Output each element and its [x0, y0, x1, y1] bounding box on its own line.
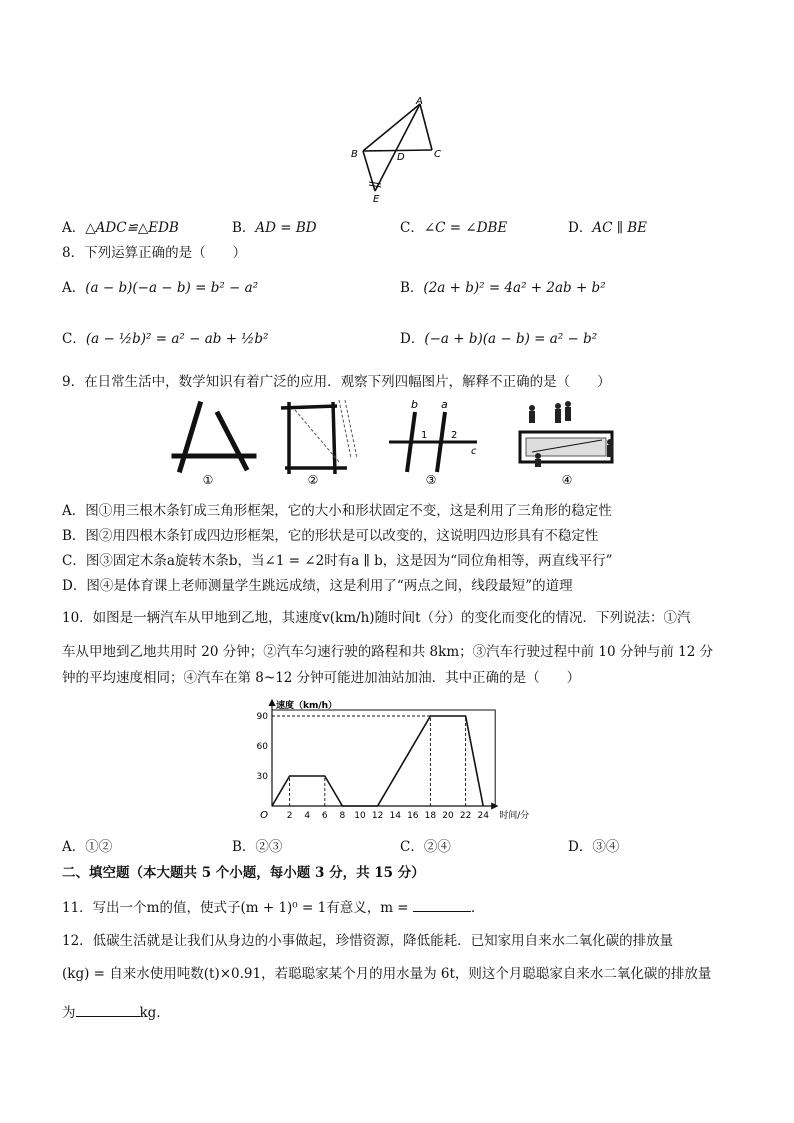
x-tick-12: 12 — [371, 811, 384, 821]
label-E: E — [373, 194, 380, 204]
q10-option-b[interactable]: B．②③ — [232, 839, 283, 855]
q12-line-3-post: kg． — [139, 1005, 170, 1021]
q12-line-3 — [62, 1001, 170, 1021]
x-tick-10: 10 — [354, 811, 366, 821]
q7-option-b[interactable]: B．AD = BD — [232, 220, 317, 236]
q11-end: ． — [470, 900, 485, 916]
q12-line-2: (kg) = 自来水使用吨数(t)×0.91，若聪聪家某个月的用水量为 6t，则这个月聪聪家自来水二氧化碳的排放量 — [62, 966, 712, 982]
q8-stem: 8．下列运算正确的是（ ） — [62, 245, 247, 261]
x-tick-2: 2 — [286, 811, 293, 821]
q12-line-3-pre: 为 — [62, 1005, 76, 1021]
q11-text: 11．写出一个m的值，使式子(m + 1)⁰ = 1有意义，m = — [62, 900, 409, 916]
y-tick-60: 60 — [256, 742, 268, 752]
x-tick-8: 8 — [339, 811, 346, 821]
origin-label: O — [260, 810, 268, 821]
x-tick-16: 16 — [407, 811, 419, 821]
label-c: c — [471, 446, 477, 457]
label-B: B — [351, 149, 358, 160]
q11-answer-blank[interactable] — [413, 899, 471, 912]
figure-1-triangle-frame — [170, 398, 260, 488]
label-angle-1: 1 — [421, 430, 428, 441]
q7-option-c[interactable]: C．∠C = ∠DBE — [400, 220, 508, 236]
q7-option-d[interactable]: D．AC ∥ BE — [568, 220, 648, 236]
q8-option-c[interactable]: C．(a − ½b)² = a² − ab + ½b² — [62, 331, 269, 347]
label-angle-2: 2 — [451, 430, 458, 441]
caption-3: ③ — [425, 473, 437, 487]
q12-line-1: 12．低碳生活就是让我们从身边的小事做起，珍惜资源，降低能耗．已知家用自来水二氧化碳的排放量 — [62, 933, 674, 949]
section-2-title: 二、填空题（本大题共 5 个小题，每小题 3 分，共 15 分） — [62, 865, 425, 881]
q10-stem-line-3: 钟的平均速度相同；④汽车在第 8~12 分钟可能进加油站加油．其中正确的是（ ） — [62, 670, 581, 686]
x-axis-label: 时间/分 — [499, 811, 530, 821]
x-tick-24: 24 — [477, 811, 489, 821]
label-D: D — [397, 152, 405, 163]
caption-4: ④ — [561, 473, 573, 487]
chart-frame — [272, 710, 495, 806]
q7-option-a[interactable]: A．△ADC≌△EDB — [62, 220, 179, 236]
q10-stem-line-1: 10．如图是一辆汽车从甲地到乙地，其速度v(km/h)随时间t（分）的变化而变化的情况．下列说法：①汽 — [62, 610, 691, 626]
q10-option-a[interactable]: A．①② — [62, 839, 113, 855]
q8-option-b[interactable]: B．(2a + b)² = 4a² + 2ab + b² — [400, 280, 606, 296]
x-tick-18: 18 — [424, 811, 437, 821]
x-tick-20: 20 — [442, 811, 454, 821]
label-A: A — [416, 96, 423, 107]
q10-stem-line-2: 车从甲地到乙地共用时 20 分钟；②汽车匀速行驶的路程和共 8km；③汽车行驶过程中前 10 分钟与前 12 分 — [62, 644, 714, 660]
x-tick-4: 4 — [304, 811, 311, 821]
speed-line — [272, 716, 483, 806]
figure-2-quad-frame — [275, 398, 365, 488]
label-a: a — [441, 398, 448, 411]
triangle-figure — [340, 94, 450, 204]
q11 — [62, 896, 484, 916]
figure-3-parallel-lines — [385, 398, 485, 488]
x-tick-22: 22 — [459, 811, 472, 821]
label-b: b — [411, 398, 418, 411]
y-tick-30: 30 — [256, 772, 268, 782]
x-tick-14: 14 — [389, 811, 401, 821]
figure-4-long-jump — [510, 398, 625, 488]
q10-option-d[interactable]: D．③④ — [568, 839, 620, 855]
q8-option-d[interactable]: D．(−a + b)(a − b) = a² − b² — [400, 331, 598, 347]
caption-2: ② — [307, 473, 319, 487]
q9-option-b[interactable]: B．图②用四根木条钉成四边形框架，它的形状是可以改变的，这说明四边形具有不稳定性 — [62, 528, 599, 544]
q12-answer-blank[interactable] — [76, 1004, 140, 1017]
label-C: C — [434, 149, 441, 160]
q9-option-a[interactable]: A．图①用三根木条钉成三角形框架，它的大小和形状固定不变，这是利用了三角形的稳定性 — [62, 503, 612, 519]
speed-time-chart — [248, 698, 558, 824]
q8-option-a[interactable]: A．(a − b)(−a − b) = b² − a² — [62, 280, 259, 296]
q9-option-c[interactable]: C．图③固定木条a旋转木条b，当∠1 = ∠2时有a ∥ b，这是因为“同位角相等，两直线平行” — [62, 553, 613, 569]
q9-stem: 9．在日常生活中，数学知识有着广泛的应用．观察下列四幅图片，解释不正确的是（ ） — [62, 374, 611, 390]
x-tick-6: 6 — [321, 811, 328, 821]
y-axis-label: 速度（km/h） — [276, 701, 338, 711]
caption-1: ① — [202, 473, 214, 487]
q10-option-c[interactable]: C．②④ — [400, 839, 451, 855]
q9-option-d[interactable]: D．图④是体育课上老师测量学生跳远成绩，这是利用了“两点之间，线段最短”的道理 — [62, 578, 573, 594]
y-tick-90: 90 — [256, 712, 268, 722]
